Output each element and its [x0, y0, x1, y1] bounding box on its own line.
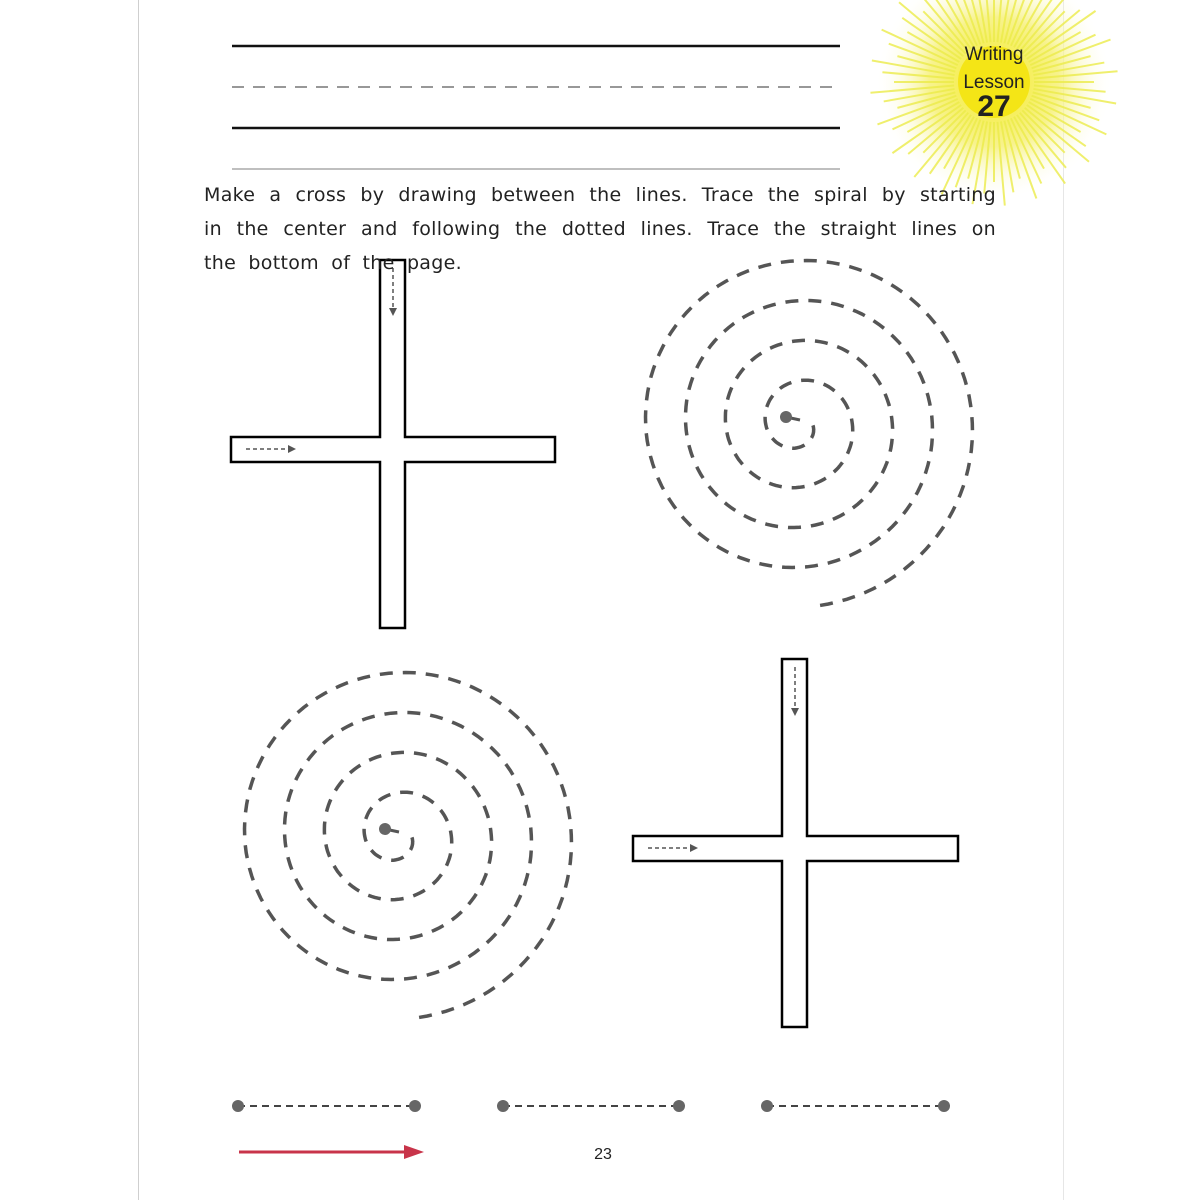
start-dot	[232, 1100, 244, 1112]
start-dot	[497, 1100, 509, 1112]
spiral-start-dot	[780, 411, 792, 423]
end-dot	[409, 1100, 421, 1112]
straight-line-1[interactable]	[232, 1100, 421, 1112]
badge-lesson-label: Lesson	[963, 72, 1025, 93]
spiral-2[interactable]	[245, 673, 572, 1018]
cross-2[interactable]	[633, 659, 958, 1027]
badge-lesson-number: 27	[977, 90, 1011, 123]
spiral-1[interactable]	[646, 261, 973, 606]
cross-1[interactable]	[231, 260, 555, 628]
red-arrow-icon	[239, 1145, 424, 1159]
badge-writing-label: Writing	[964, 44, 1024, 65]
end-dot	[938, 1100, 950, 1112]
instructions-text: Make a cross by drawing between the lines. Trace the spiral by starting in the center and following the dotted lines. Trace the straight lines on the bottom of the page.	[204, 184, 996, 274]
handwriting-lines	[232, 46, 840, 169]
page-number: 23	[594, 1146, 612, 1163]
spiral-start-dot	[379, 823, 391, 835]
start-dot	[761, 1100, 773, 1112]
end-dot	[673, 1100, 685, 1112]
straight-line-2[interactable]	[497, 1100, 685, 1112]
straight-line-3[interactable]	[761, 1100, 950, 1112]
